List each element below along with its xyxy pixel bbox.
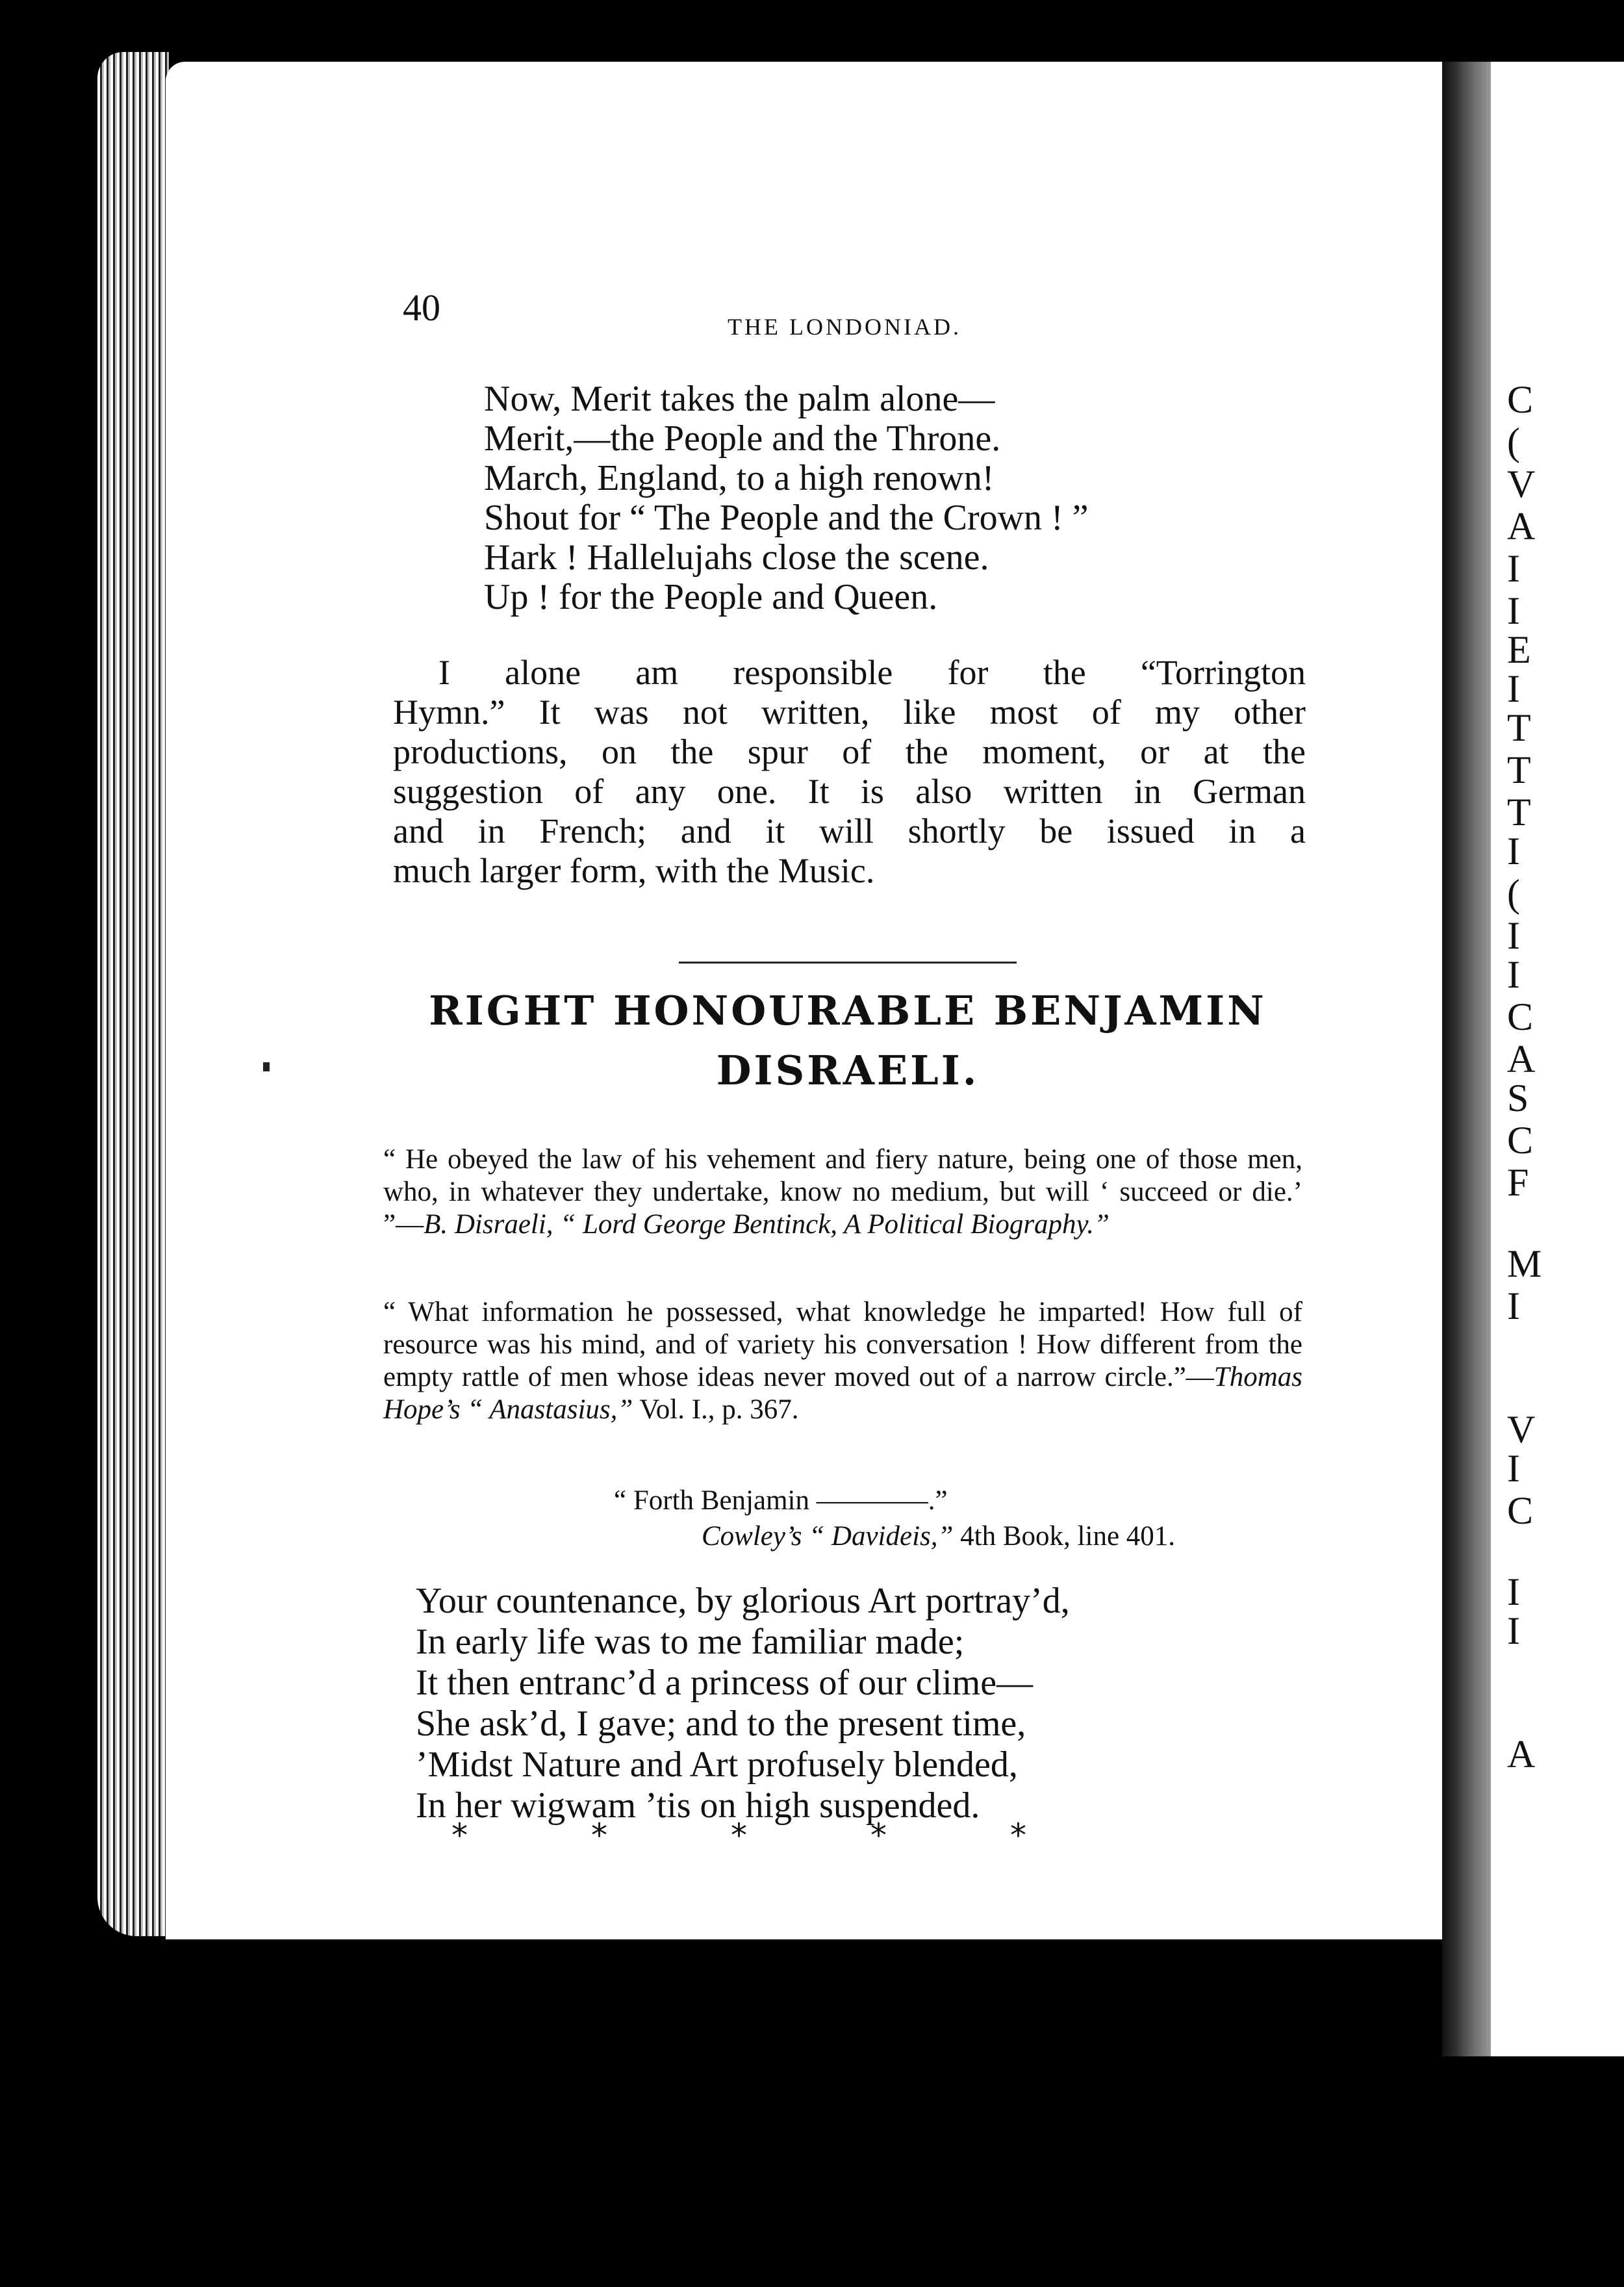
facing-page-letter: A bbox=[1507, 505, 1536, 548]
asterism: * bbox=[870, 1817, 887, 1854]
section-title-line: DISRAELI. bbox=[716, 1047, 980, 1094]
book-page-edges bbox=[97, 52, 169, 1936]
poem-line: It then entranc’d a princess of our clime— bbox=[416, 1663, 1034, 1703]
facing-page-letter: I bbox=[1507, 1284, 1520, 1327]
verse-line: March, England, to a high renown! bbox=[484, 458, 995, 498]
facing-page-letter: I bbox=[1507, 589, 1520, 632]
facing-page-letter: C bbox=[1507, 1489, 1534, 1532]
asterism: * bbox=[591, 1817, 607, 1854]
poem-line: In her wigwam ’tis on high suspended. bbox=[416, 1785, 980, 1826]
epigraph-source-title: Cowley’s “ Davideis,” bbox=[702, 1521, 954, 1552]
facing-page-letter: C bbox=[1507, 995, 1534, 1038]
facing-page-letter: T bbox=[1507, 748, 1531, 791]
facing-page-letter: ( bbox=[1507, 420, 1520, 463]
quotation-reference: Vol. I., p. 367. bbox=[633, 1394, 799, 1425]
facing-page-letter: I bbox=[1507, 1570, 1520, 1613]
quotation bbox=[383, 1296, 1302, 1426]
quotation-text: “ He obeyed the law of his vehement and fiery nature, being one of those men, who, in whatever they undertake, know no medium, but will ‘ succeed or die.’ ”— bbox=[383, 1144, 1302, 1240]
facing-page-letter: C bbox=[1507, 378, 1534, 421]
facing-page-letter: I bbox=[1507, 547, 1520, 590]
section-title bbox=[390, 981, 1306, 1101]
facing-page-letter: V bbox=[1507, 463, 1536, 505]
facing-page-letter: A bbox=[1507, 1038, 1536, 1080]
facing-page-letter: V bbox=[1507, 1408, 1536, 1451]
scan-speck bbox=[263, 1062, 270, 1071]
asterism: * bbox=[1010, 1817, 1026, 1854]
facing-page-letter: M bbox=[1507, 1242, 1542, 1285]
facing-page-letter: I bbox=[1507, 667, 1520, 710]
facing-page-letter: A bbox=[1507, 1733, 1536, 1776]
facing-page-letter: T bbox=[1507, 791, 1531, 834]
prose-line: productions, on the spur of the moment, or at the bbox=[393, 732, 1306, 771]
epigraph-reference: 4th Book, line 401. bbox=[953, 1521, 1176, 1552]
prose-line: much larger form, with the Music. bbox=[393, 851, 875, 890]
facing-page-letter: I bbox=[1507, 830, 1520, 873]
verse-line: Hark ! Hallelujahs close the scene. bbox=[484, 537, 989, 578]
book-gutter bbox=[1442, 62, 1491, 2056]
asterism: * bbox=[731, 1817, 747, 1854]
facing-page-letter: I bbox=[1507, 953, 1520, 996]
facing-page-letter: T bbox=[1507, 706, 1531, 749]
poem-line: She ask’d, I gave; and to the present time, bbox=[416, 1704, 1026, 1744]
prose-line: Hymn.” It was not written, like most of my other bbox=[393, 693, 1306, 732]
verse-line: Up ! for the People and Queen. bbox=[484, 577, 938, 617]
facing-page-letter: F bbox=[1507, 1161, 1529, 1204]
running-head: THE LONDONIAD. bbox=[728, 314, 961, 340]
facing-page-letter: ( bbox=[1507, 872, 1520, 915]
quotation-source: B. Disraeli, “ Lord George Bentinck, A Political Biography.” bbox=[424, 1209, 1110, 1240]
verse-line: Now, Merit takes the palm alone— bbox=[484, 379, 995, 419]
prose-line: I alone am responsible for the “Torrington bbox=[438, 653, 1306, 692]
prose-line: suggestion of any one. It is also written in German bbox=[393, 772, 1306, 811]
poem-line: In early life was to me familiar made; bbox=[416, 1622, 965, 1662]
facing-page-letter: I bbox=[1507, 914, 1520, 957]
quotation-source: Thomas Hope’s “ Anastasius,” bbox=[383, 1362, 1302, 1425]
section-divider bbox=[679, 962, 1017, 964]
facing-page-letter: I bbox=[1507, 1609, 1520, 1652]
epigraph-source bbox=[702, 1520, 1175, 1552]
verse-line: Merit,—the People and the Throne. bbox=[484, 418, 1001, 459]
facing-page-letter: I bbox=[1507, 1447, 1520, 1490]
prose-line: and in French; and it will shortly be issued in a bbox=[393, 811, 1306, 850]
quotation bbox=[383, 1144, 1302, 1241]
asterism: * bbox=[451, 1817, 468, 1854]
poem-line: ’Midst Nature and Art profusely blended, bbox=[416, 1744, 1018, 1785]
poem-line: Your countenance, by glorious Art portray’d, bbox=[416, 1581, 1070, 1621]
quotation-text: “ What information he possessed, what knowledge he imparted! How full of resource was his mind, and of variety his conversation ! How different from the empty rattle of men whose ideas never moved out of a narrow circle.”— bbox=[383, 1297, 1302, 1392]
facing-page-letter: C bbox=[1507, 1119, 1534, 1162]
verse-line: Shout for “ The People and the Crown ! ” bbox=[484, 498, 1089, 538]
facing-page-letter: E bbox=[1507, 628, 1531, 671]
facing-page-letter: S bbox=[1507, 1077, 1529, 1119]
section-title-line: RIGHT HONOURABLE BENJAMIN bbox=[429, 987, 1267, 1034]
page-number: 40 bbox=[403, 287, 440, 329]
epigraph-line: “ Forth Benjamin ————.” bbox=[614, 1485, 948, 1516]
